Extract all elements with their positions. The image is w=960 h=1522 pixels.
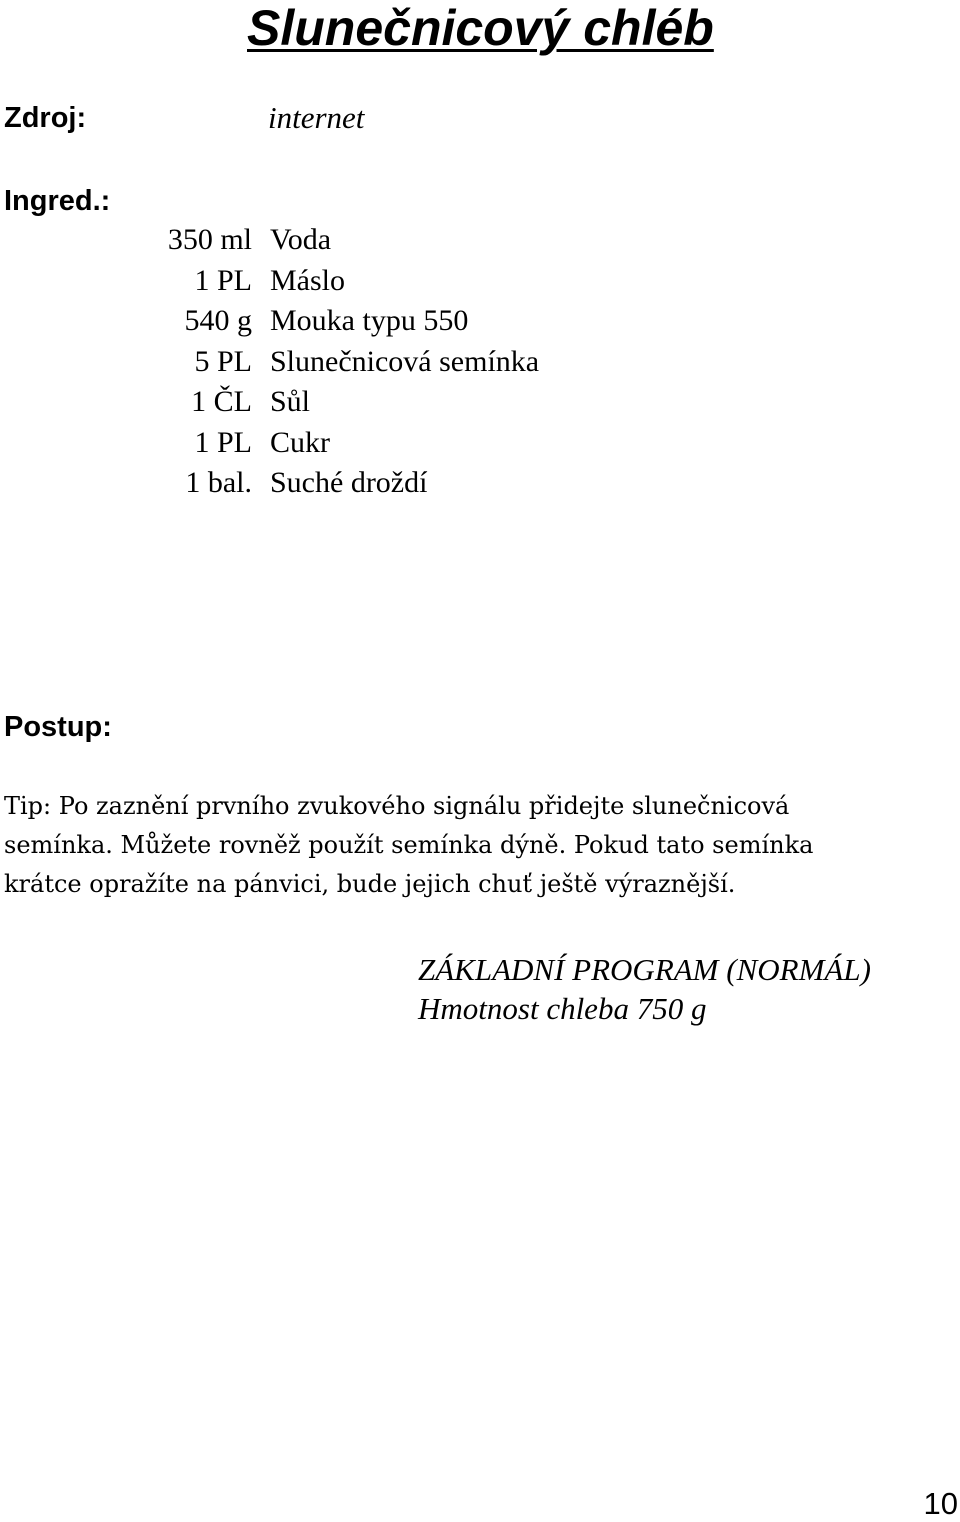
tip-paragraph [4,787,960,904]
ingredient-name: Sůl [270,385,311,418]
ingredient-quantity: 1 PL [194,425,252,459]
program-block [418,950,871,1028]
program-name: ZÁKLADNÍ PROGRAM (NORMÁL) [418,952,871,987]
source-value: internet [268,100,365,135]
ingredient-name: Voda [270,223,332,256]
ingredient-quantity: 1 bal. [185,466,252,499]
ingredient-quantity: 350 ml [167,223,252,256]
tip-line: Tip: Po zaznění prvního zvukového signálu přidejte slunečnicová [4,792,790,820]
tip-line: semínka. Můžete rovněž použít semínka dýně. Pokud tato semínka [4,831,814,859]
ingredients-label: Ingred.: [4,185,111,217]
ingredient-quantity: 5 PL [194,344,252,378]
tip-line: krátce opražíte na pánvici, bude jejich chuť ještě výraznější. [4,870,736,898]
method-label: Postup: [4,711,112,743]
ingredient-row [0,384,700,425]
ingredient-quantity: 1 ČL [191,385,252,418]
ingredient-name: Cukr [270,425,330,459]
source-label: Zdroj: [4,102,87,134]
recipe-title: Slunečnicový chléb [247,0,714,56]
ingredient-quantity: 540 g [184,304,252,337]
ingredient-row [0,344,700,385]
ingredient-row [0,465,700,506]
ingredient-row [0,263,700,304]
ingredient-quantity: 1 PL [194,263,252,297]
ingredient-name: Slunečnicová semínka [270,344,540,378]
ingredient-name: Suché droždí [270,466,428,499]
bread-weight: Hmotnost chleba 750 g [418,991,707,1026]
ingredient-name: Máslo [270,263,345,297]
ingredient-row [0,425,700,466]
ingredient-row [0,222,700,263]
ingredient-row [0,303,700,344]
ingredient-name: Mouka typu 550 [270,304,469,337]
page-number: 10 [923,1486,958,1521]
ingredient-list [0,222,700,506]
